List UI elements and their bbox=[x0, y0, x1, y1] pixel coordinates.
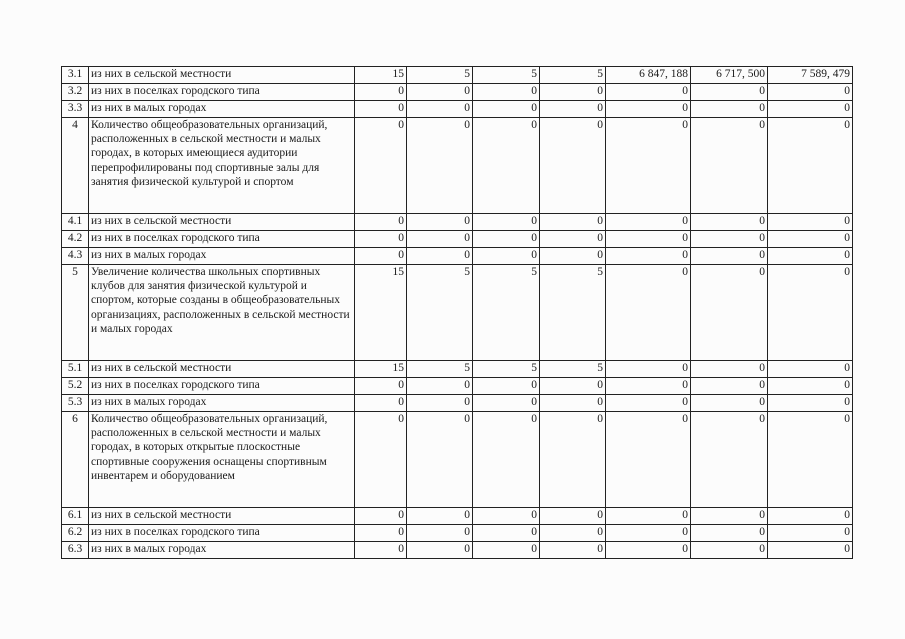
indicator-name-cell: из них в сельской местности bbox=[89, 67, 355, 84]
value-cell: 15 bbox=[355, 265, 407, 361]
value-cell: 5 bbox=[473, 265, 540, 361]
value-cell: 0 bbox=[355, 231, 407, 248]
value-cell: 0 bbox=[355, 101, 407, 118]
value-cell: 0 bbox=[606, 84, 691, 101]
indicator-name-cell: из них в поселках городского типа bbox=[89, 378, 355, 395]
value-cell: 0 bbox=[473, 231, 540, 248]
table-row bbox=[62, 265, 853, 361]
value-cell: 0 bbox=[606, 118, 691, 214]
value-cell: 5 bbox=[407, 361, 473, 378]
value-cell: 0 bbox=[606, 248, 691, 265]
value-cell: 5 bbox=[473, 67, 540, 84]
indicator-name-cell: из них в поселках городского типа bbox=[89, 525, 355, 542]
table-row bbox=[62, 361, 853, 378]
value-cell: 0 bbox=[407, 214, 473, 231]
indicator-name-cell: из них в малых городах bbox=[89, 542, 355, 559]
indicator-name-cell: из них в сельской местности bbox=[89, 214, 355, 231]
row-number-cell: 6.1 bbox=[62, 508, 89, 525]
value-cell: 0 bbox=[691, 508, 768, 525]
value-cell: 0 bbox=[768, 118, 853, 214]
row-number-cell: 5 bbox=[62, 265, 89, 361]
value-cell: 0 bbox=[606, 231, 691, 248]
value-cell: 0 bbox=[355, 248, 407, 265]
value-cell: 0 bbox=[407, 378, 473, 395]
value-cell: 0 bbox=[473, 525, 540, 542]
value-cell: 0 bbox=[540, 412, 606, 508]
value-cell: 0 bbox=[691, 84, 768, 101]
value-cell: 0 bbox=[768, 395, 853, 412]
row-number-cell: 3.2 bbox=[62, 84, 89, 101]
value-cell: 0 bbox=[540, 508, 606, 525]
table-row bbox=[62, 84, 853, 101]
indicator-name-cell: из них в сельской местности bbox=[89, 361, 355, 378]
value-cell: 0 bbox=[768, 231, 853, 248]
table-row bbox=[62, 525, 853, 542]
value-cell: 0 bbox=[407, 412, 473, 508]
table-row bbox=[62, 542, 853, 559]
indicator-name-cell: Увеличение количества школьных спортивных клубов для занятия физической культурой и спортом, которые созданы в общеобразовательных организациях, расположенных в сельской местности и малых городах bbox=[89, 265, 355, 361]
row-number-cell: 6.3 bbox=[62, 542, 89, 559]
indicator-name-cell: из них в сельской местности bbox=[89, 508, 355, 525]
value-cell: 0 bbox=[355, 542, 407, 559]
row-number-cell: 4.3 bbox=[62, 248, 89, 265]
value-cell: 0 bbox=[606, 214, 691, 231]
value-cell: 0 bbox=[768, 265, 853, 361]
value-cell: 0 bbox=[691, 378, 768, 395]
row-number-cell: 5.1 bbox=[62, 361, 89, 378]
value-cell: 0 bbox=[606, 361, 691, 378]
value-cell: 0 bbox=[540, 84, 606, 101]
value-cell: 0 bbox=[606, 525, 691, 542]
row-number-cell: 3.3 bbox=[62, 101, 89, 118]
value-cell: 5 bbox=[473, 361, 540, 378]
value-cell: 0 bbox=[606, 378, 691, 395]
value-cell: 15 bbox=[355, 361, 407, 378]
table-row bbox=[62, 412, 853, 508]
table-row bbox=[62, 248, 853, 265]
row-number-cell: 4.1 bbox=[62, 214, 89, 231]
value-cell: 0 bbox=[407, 118, 473, 214]
value-cell: 0 bbox=[407, 248, 473, 265]
value-cell: 0 bbox=[473, 378, 540, 395]
value-cell: 5 bbox=[407, 265, 473, 361]
table-row bbox=[62, 231, 853, 248]
value-cell: 0 bbox=[540, 231, 606, 248]
value-cell: 0 bbox=[473, 84, 540, 101]
value-cell: 6 847, 188 bbox=[606, 67, 691, 84]
value-cell: 0 bbox=[407, 101, 473, 118]
indicators-table bbox=[61, 66, 853, 559]
value-cell: 5 bbox=[540, 265, 606, 361]
value-cell: 0 bbox=[540, 395, 606, 412]
value-cell: 0 bbox=[355, 412, 407, 508]
value-cell: 0 bbox=[473, 101, 540, 118]
value-cell: 0 bbox=[768, 248, 853, 265]
value-cell: 0 bbox=[691, 542, 768, 559]
value-cell: 0 bbox=[355, 378, 407, 395]
table-body bbox=[62, 67, 853, 559]
table-row bbox=[62, 101, 853, 118]
value-cell: 0 bbox=[691, 231, 768, 248]
indicator-name-cell: Количество общеобразовательных организаций, расположенных в сельской местности и малых городах, в которых имеющиеся аудитории перепрофилированы под спортивные залы для занятия физической культурой и спортом bbox=[89, 118, 355, 214]
indicator-name-cell: из них в малых городах bbox=[89, 395, 355, 412]
value-cell: 0 bbox=[473, 412, 540, 508]
value-cell: 0 bbox=[540, 118, 606, 214]
value-cell: 0 bbox=[355, 214, 407, 231]
value-cell: 0 bbox=[606, 508, 691, 525]
value-cell: 0 bbox=[768, 508, 853, 525]
value-cell: 0 bbox=[407, 395, 473, 412]
value-cell: 0 bbox=[691, 265, 768, 361]
value-cell: 0 bbox=[473, 542, 540, 559]
value-cell: 0 bbox=[768, 525, 853, 542]
value-cell: 0 bbox=[606, 101, 691, 118]
value-cell: 0 bbox=[768, 101, 853, 118]
value-cell: 0 bbox=[407, 508, 473, 525]
value-cell: 0 bbox=[540, 214, 606, 231]
value-cell: 0 bbox=[473, 508, 540, 525]
row-number-cell: 4 bbox=[62, 118, 89, 214]
value-cell: 0 bbox=[540, 378, 606, 395]
row-number-cell: 4.2 bbox=[62, 231, 89, 248]
value-cell: 0 bbox=[691, 395, 768, 412]
value-cell: 0 bbox=[606, 542, 691, 559]
table-row bbox=[62, 395, 853, 412]
row-number-cell: 5.2 bbox=[62, 378, 89, 395]
table-row bbox=[62, 508, 853, 525]
value-cell: 0 bbox=[691, 214, 768, 231]
value-cell: 7 589, 479 bbox=[768, 67, 853, 84]
value-cell: 0 bbox=[768, 214, 853, 231]
value-cell: 0 bbox=[540, 542, 606, 559]
value-cell: 0 bbox=[691, 361, 768, 378]
table-row bbox=[62, 67, 853, 84]
indicator-name-cell: из них в поселках городского типа bbox=[89, 84, 355, 101]
row-number-cell: 6 bbox=[62, 412, 89, 508]
row-number-cell: 5.3 bbox=[62, 395, 89, 412]
value-cell: 0 bbox=[407, 231, 473, 248]
value-cell: 0 bbox=[407, 542, 473, 559]
value-cell: 5 bbox=[540, 67, 606, 84]
value-cell: 0 bbox=[691, 248, 768, 265]
value-cell: 0 bbox=[540, 525, 606, 542]
value-cell: 0 bbox=[691, 101, 768, 118]
value-cell: 0 bbox=[768, 542, 853, 559]
value-cell: 6 717, 500 bbox=[691, 67, 768, 84]
value-cell: 0 bbox=[473, 395, 540, 412]
value-cell: 5 bbox=[540, 361, 606, 378]
value-cell: 5 bbox=[407, 67, 473, 84]
row-number-cell: 3.1 bbox=[62, 67, 89, 84]
row-number-cell: 6.2 bbox=[62, 525, 89, 542]
value-cell: 0 bbox=[473, 118, 540, 214]
value-cell: 0 bbox=[606, 412, 691, 508]
value-cell: 0 bbox=[691, 118, 768, 214]
indicator-name-cell: из них в малых городах bbox=[89, 101, 355, 118]
value-cell: 0 bbox=[768, 412, 853, 508]
value-cell: 0 bbox=[691, 412, 768, 508]
table-row bbox=[62, 118, 853, 214]
value-cell: 0 bbox=[606, 265, 691, 361]
value-cell: 0 bbox=[473, 248, 540, 265]
value-cell: 0 bbox=[355, 118, 407, 214]
value-cell: 0 bbox=[606, 395, 691, 412]
value-cell: 0 bbox=[355, 395, 407, 412]
table-row bbox=[62, 378, 853, 395]
value-cell: 0 bbox=[355, 525, 407, 542]
value-cell: 0 bbox=[355, 508, 407, 525]
value-cell: 15 bbox=[355, 67, 407, 84]
value-cell: 0 bbox=[768, 84, 853, 101]
value-cell: 0 bbox=[473, 214, 540, 231]
value-cell: 0 bbox=[407, 84, 473, 101]
value-cell: 0 bbox=[540, 248, 606, 265]
value-cell: 0 bbox=[540, 101, 606, 118]
value-cell: 0 bbox=[768, 378, 853, 395]
indicator-name-cell: Количество общеобразовательных организаций, расположенных в сельской местности и малых городах, в которых открытые плоскостные спортивные сооружения оснащены спортивным инвентарем и оборудованием bbox=[89, 412, 355, 508]
indicator-name-cell: из них в малых городах bbox=[89, 248, 355, 265]
value-cell: 0 bbox=[355, 84, 407, 101]
indicator-name-cell: из них в поселках городского типа bbox=[89, 231, 355, 248]
table-row bbox=[62, 214, 853, 231]
value-cell: 0 bbox=[407, 525, 473, 542]
value-cell: 0 bbox=[768, 361, 853, 378]
value-cell: 0 bbox=[691, 525, 768, 542]
